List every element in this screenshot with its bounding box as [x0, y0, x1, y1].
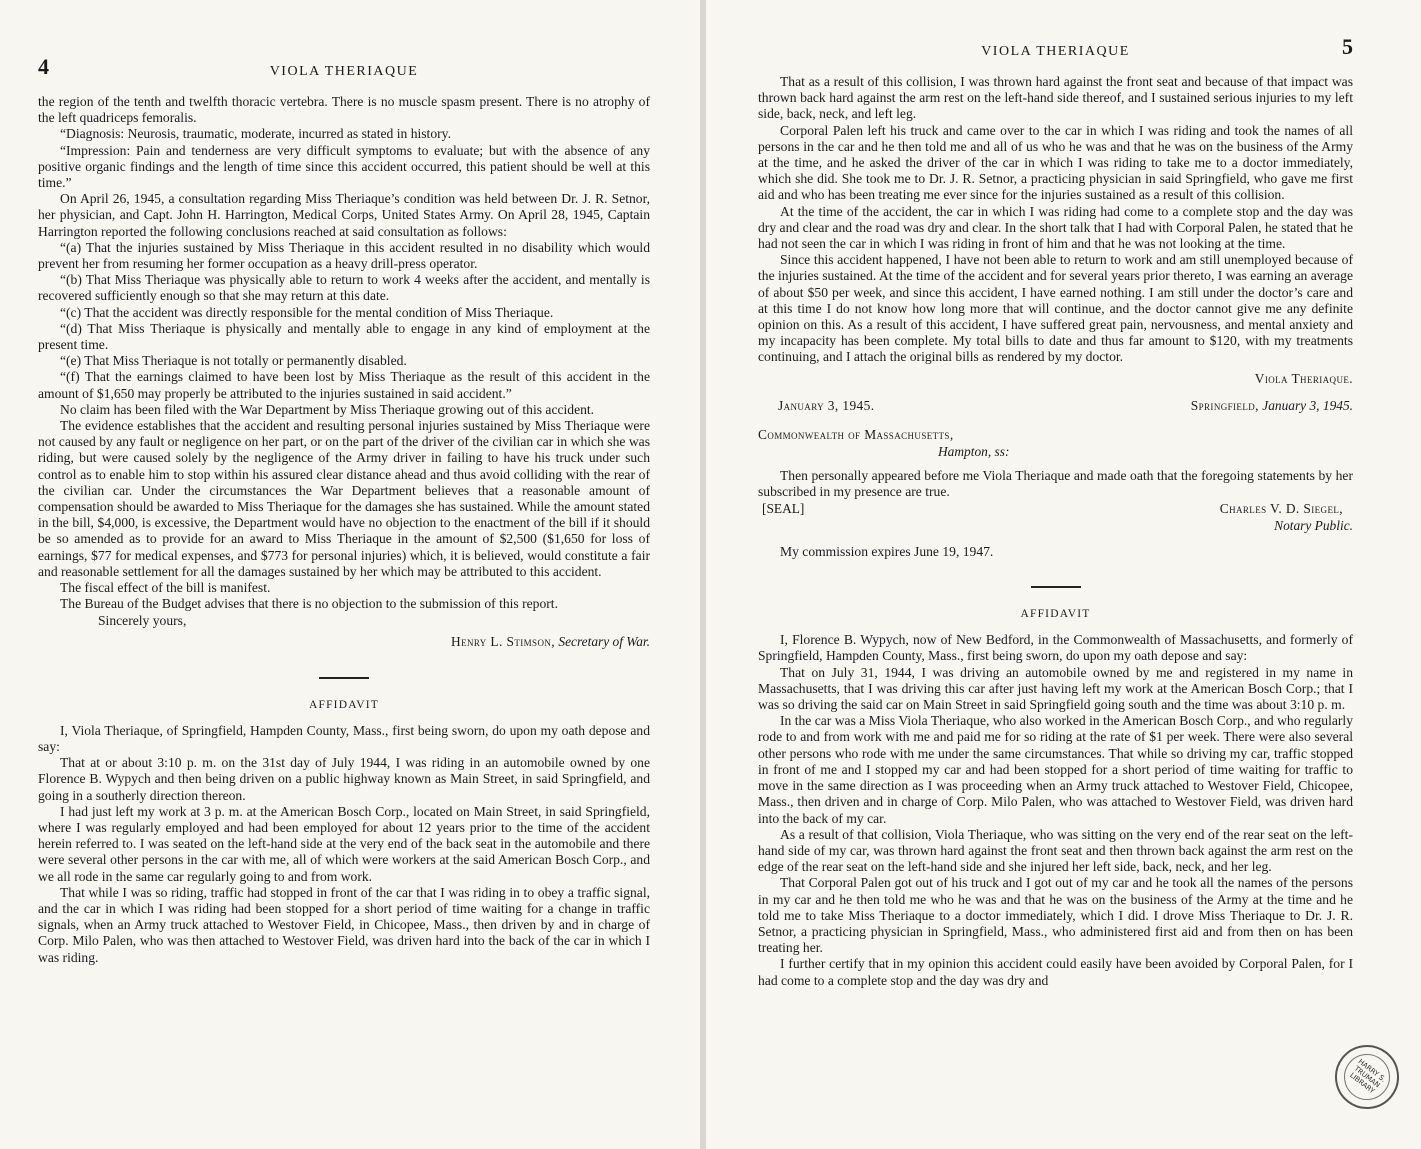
- running-head-title: VIOLA THERIAQUE: [981, 44, 1130, 59]
- paragraph: That Corporal Palen got out of his truck and I got out of my car and he took all the names of the persons in my car and he then told me who he was and that he was on the business of the Army at the time and he told me to take Miss Theriaque to a doctor immediately, which I did. I drove Miss Theriaque to Dr. J. R. Setnor, a practicing physician in Springfield, Mass., who administered first aid and from then on has been treating her.: [758, 875, 1353, 956]
- notary-block: [758, 500, 1353, 534]
- date-right: January 3, 1945.: [1262, 397, 1353, 413]
- affiant-name: Viola Theriaque.: [1254, 370, 1353, 386]
- paragraph: In the car was a Miss Viola Theriaque, who also worked in the American Bosch Corp., and who regularly rode to and from work with me and paid me for so riding at the rate of $1 per week. There were also several other persons who rode with me under the same circumstances. That while so driving my car, traffic stopped in front of me and I stopped my car and had been stopped for a short period of time waiting for traffic to move in the same direction as I was proceeding when an Army truck attached to Westover Field, Chicopee, Mass., then driven and in charge of Corp. Milo Palen, who was attached to Westover Field, was driven hard into the back of my car.: [758, 713, 1353, 826]
- running-head: [38, 54, 650, 94]
- running-head: [758, 34, 1353, 74]
- page-number: 5: [1342, 34, 1353, 59]
- affidavit-heading: AFFIDAVIT: [308, 698, 379, 711]
- paragraph: “(a) That the injuries sustained by Miss Theriaque in this accident resulted in no disability which would prevent her from resuming her former occupation as a heavy drill-press operator.: [38, 239, 650, 272]
- date-left: January 3, 1945.: [778, 397, 875, 413]
- paragraph: The Bureau of the Budget advises that there is no objection to the submission of this report.: [60, 596, 558, 612]
- page-5: [706, 0, 1421, 1149]
- paragraph: I, Viola Theriaque, of Springfield, Hampden County, Mass., first being sworn, do upon my oath depose and say:: [38, 722, 650, 754]
- running-head-title: VIOLA THERIAQUE: [269, 64, 419, 79]
- section-rule: [319, 677, 369, 679]
- page-4: [0, 0, 700, 1149]
- paragraph: Corporal Palen left his truck and came over to the car in which I was riding and took the names of all persons in the car and he then told me and all of us who he was and that he was on the business of the Army at the time, and he asked the driver of the car in which I was riding to take me to a doctor immediately, which she did. She took me to Dr. J. R. Setnor, a practicing physician in said Springfield, who gave me first aid and who has been treating me ever since for the injuries sustained as a result of this collision.: [758, 122, 1353, 203]
- paragraph: On April 26, 1945, a consultation regarding Miss Theriaque’s condition was held between Dr. J. R. Setnor, her physician, and Capt. John H. Harrington, Medical Corps, United States Army. On April 28, 1945, Captain Harrington reported the following conclusions reached at said consultation as follows:: [38, 191, 650, 239]
- stamp-text: HARRY S. TRUMAN LIBRARY: [1335, 1045, 1400, 1110]
- dateline: [758, 398, 1353, 414]
- library-stamp: [1322, 1032, 1412, 1122]
- paragraph: I had just left my work at 3 p. m. at the American Bosch Corp., located on Main Street, in said Springfield, where I was regularly employed and had been employed for about 12 years prior to the time of the accident herein referred to. I was seated on the left-hand side at the very end of the back seat in the automobile and there were several other persons in the car with me, all of which were workers at the said American Bosch Corp., and we all rode in the same car regularly going to and from work.: [38, 803, 650, 884]
- paragraph: Since this accident happened, I have not been able to return to work and am still unemployed because of the injuries sustained. At the time of the accident and for several years prior thereto, I was earning an average of about $50 per week, and since this accident, I have earned nothing. I am still under the doctor’s care and at this time I do not know how long more that will continue, and the doctor cannot give me any definite opinion on this. As a result of this accident, I have suffered great pain, nervousness, and mental anxiety and my incapacity has been complete. My total bills to date and thus far amount to $120, with my treatments continuing, and I attach the original bills as rendered by my doctor.: [758, 252, 1353, 365]
- paragraph: That at or about 3:10 p. m. on the 31st day of July 1944, I was riding in an automobile owned by one Florence B. Wypych and then being driven on a public highway known as Main Street, in said Springfield, and going in a southerly direction thereon.: [38, 755, 650, 803]
- paragraph: “(b) That Miss Theriaque was physically able to return to work 4 weeks after the accident, and mentally is recovered sufficiently enough so that she may return at this date.: [38, 272, 650, 304]
- notary-title-row: [758, 517, 1353, 534]
- paragraph: “(e) That Miss Theriaque is not totally or permanently disabled.: [60, 353, 407, 369]
- paragraph: The evidence establishes that the accident and resulting personal injuries sustained by Miss Theriaque were not caused by any fault or negligence on her part, or on the part of the driver of the civilian car in which she was riding, but were caused solely by the negligence of the Army driver in failing to have his truck under such control as to enable him to stop within his assured clear distance ahead and thus avoid colliding with the rear of the civilian car. Under the circumstances the War Department believes that a reasonable amount of compensation should be awarded to Miss Theriaque for the damages she has sustained. While the amount stated in the bill, $4,000, is excessive, the Department would have no objection to the enactment of the bill if it should be so amended as to provide for an award to Miss Theriaque in the amount of $2,500 ($1,650 for loss of earnings, $77 for medical expenses, and $773 for personal injuries) which, it is believed, would constitute a fair and reasonable settlement for all the damages sustained by her which may be attributed to this accident.: [38, 418, 650, 579]
- paragraph: I, Florence B. Wypych, now of New Bedford, in the Commonwealth of Massachusetts, and formerly of Springfield, Hampden County, Mass., first being sworn, do upon my oath depose and say:: [758, 632, 1353, 664]
- paragraph: “(c) That the accident was directly responsible for the mental condition of Miss Theriaque.: [60, 304, 554, 320]
- paragraph: “Diagnosis: Neurosis, traumatic, moderate, incurred as stated in history.: [60, 126, 451, 142]
- paragraph: the region of the tenth and twelfth thoracic vertebra. There is no muscle spasm present. There is no atrophy of the left quadriceps femoralis.: [38, 94, 650, 126]
- place: Springfield,: [1190, 397, 1259, 413]
- commission: My commission expires June 19, 1947.: [780, 544, 994, 560]
- paragraph: That as a result of this collision, I was thrown hard against the front seat and because of that impact was thrown back hard against the arm rest on the left-hand side thereof, and I sustained serious injuries to my left side, back, neck, and left leg.: [758, 74, 1353, 122]
- paragraph: No claim has been filed with the War Department by Miss Theriaque growing out of this accident.: [60, 401, 595, 417]
- place-date: [1191, 398, 1353, 414]
- paragraph: As a result of that collision, Viola Theriaque, who was sitting on the very end of the rear seat on the left-hand side of my car, was thrown hard against the front seat and then thrown back against the arm rest on the edge of the rear seat on the left-hand side and she injured her left side, back, neck, and her leg.: [758, 826, 1353, 875]
- county: Hampton, ss:: [938, 443, 1010, 459]
- paragraph: At the time of the accident, the car in which I was riding had come to a complete stop and the day was dry and clear and the road was dry and clear. In the short talk that I had with Corporal Palen, he stated that he had not seen the car in which I was riding in front of him and that he was not looking at the time.: [758, 203, 1353, 252]
- notary-name: Charles V. D. Siegel,: [1219, 501, 1343, 517]
- paragraph: That on July 31, 1944, I was driving an automobile owned by me and registered in my name in Massachusetts, that I was driving this car after just having left my work at the American Bosch Corp.; that I was so driving the said car on Main Street in said Springfield going south and the time was about 3:10 p. m.: [758, 664, 1353, 713]
- paragraph: “(d) That Miss Theriaque is physically and mentally able to engage in any kind of employment at the present time.: [38, 320, 650, 353]
- page-number: 4: [38, 54, 49, 79]
- signature: [38, 633, 650, 651]
- commonwealth: Commonwealth of Massachusetts,: [758, 426, 954, 442]
- jurat: Then personally appeared before me Viola Theriaque and made oath that the foregoing statements by her subscribed in my presence are true.: [758, 467, 1353, 499]
- venue: [758, 426, 1353, 460]
- paragraph: I further certify that in my opinion this accident could easily have been avoided by Corporal Palen, for I had come to a complete stop and the day was dry and: [758, 956, 1353, 988]
- paragraph: The fiscal effect of the bill is manifest.: [60, 580, 271, 596]
- closing: Sincerely yours,: [98, 612, 187, 628]
- affidavit-heading: AFFIDAVIT: [1020, 608, 1091, 621]
- signer-title: Secretary of War.: [558, 633, 650, 649]
- signer-name: Henry L. Stimson,: [451, 633, 556, 649]
- paragraph: That while I was so riding, traffic had stopped in front of the car that I was riding in to obey a traffic signal, and the car in which I was riding had been stopped for a short period of time waiting for a change in traffic signals, when an Army truck attached to Westover Field, in Chicopee, Mass., then driven by and in charge of Corp. Milo Palen, who was then attached to Westover Field, was driven hard into the back of the car in which I was riding.: [38, 884, 650, 965]
- affiant-signature: [758, 370, 1353, 388]
- seal-label: [SEAL]: [762, 501, 805, 517]
- section-rule: [1031, 586, 1081, 588]
- notary-row: [758, 500, 1353, 517]
- paragraph: “Impression: Pain and tenderness are very difficult symptoms to evaluate; but with the absence of any positive organic findings and the length of time since this accident occurred, this patient should be well at this time.”: [38, 142, 650, 191]
- paragraph: “(f) That the earnings claimed to have been lost by Miss Theriaque as the result of this accident in the amount of $1,650 may properly be attributed to the injuries sustained in said accident.”: [38, 369, 650, 401]
- notary-title: Notary Public.: [1274, 518, 1353, 534]
